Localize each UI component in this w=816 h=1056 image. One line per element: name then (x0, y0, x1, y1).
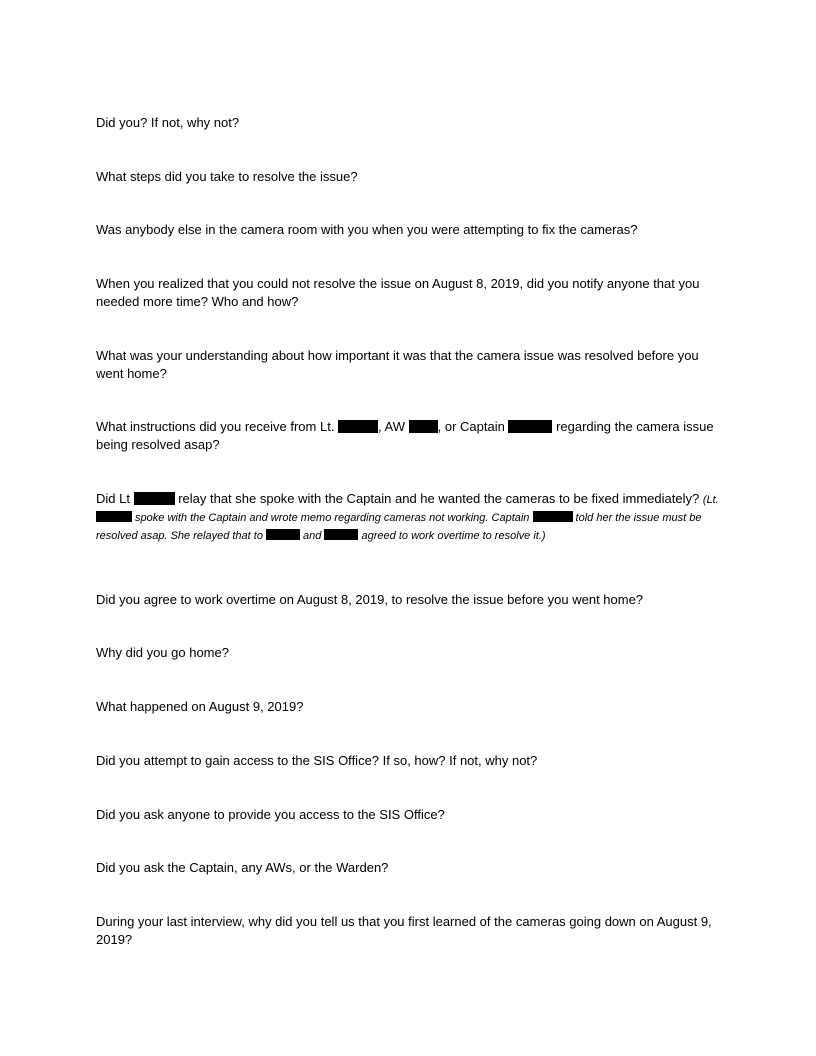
question-7 (96, 490, 721, 544)
note-text-5: agreed to work overtime to resolve it.) (358, 530, 546, 542)
redaction-box (134, 492, 175, 505)
question-12: Did you ask anyone to provide you access to the SIS Office? (96, 807, 445, 822)
redaction-box (324, 529, 358, 540)
note-text-3: told her the issue must be resolved asap. She relayed that to (96, 512, 702, 542)
question-1: Did you? If not, why not? (96, 115, 240, 130)
redaction-box (533, 511, 573, 522)
question-6 (96, 418, 721, 454)
question-7-text-1: Did Lt (96, 491, 134, 506)
question-9: Why did you go home? (96, 645, 229, 660)
redaction-box (266, 529, 300, 540)
redaction-box (508, 420, 552, 433)
redaction-box (96, 511, 132, 522)
question-4: When you realized that you could not resolve the issue on August 8, 2019, did you notify anyone that you needed more time? Who and how? (96, 276, 700, 309)
redaction-box (338, 420, 378, 433)
question-11: Did you attempt to gain access to the SIS Office? If so, how? If not, why not? (96, 753, 538, 768)
note-text-1: (Lt. (702, 494, 719, 506)
note-text-4: and (300, 530, 325, 542)
question-5: What was your understanding about how important it was that the camera issue was resolved before you went home? (96, 348, 699, 381)
question-3: Was anybody else in the camera room with you when you were attempting to fix the cameras? (96, 222, 638, 237)
question-6-text-1: What instructions did you receive from Lt. (96, 419, 339, 434)
question-10: What happened on August 9, 2019? (96, 699, 304, 714)
question-8: Did you agree to work overtime on August 8, 2019, to resolve the issue before you went home? (96, 592, 644, 607)
question-14: During your last interview, why did you tell us that you first learned of the cameras going down on August 9, 2019? (96, 914, 712, 947)
question-6-text-2: , AW (378, 419, 409, 434)
question-13: Did you ask the Captain, any AWs, or the Warden? (96, 860, 389, 875)
question-7-text-2: relay that she spoke with the Captain and he wanted the cameras to be fixed immediately? (174, 491, 703, 506)
question-6-text-3: , or Captain (437, 419, 509, 434)
question-2: What steps did you take to resolve the issue? (96, 169, 358, 184)
redaction-box (409, 420, 438, 433)
note-text-2: spoke with the Captain and wrote memo regarding cameras not working. Captain (132, 512, 533, 524)
question-6-text-4: regarding the camera issue being resolved asap? (96, 419, 714, 452)
